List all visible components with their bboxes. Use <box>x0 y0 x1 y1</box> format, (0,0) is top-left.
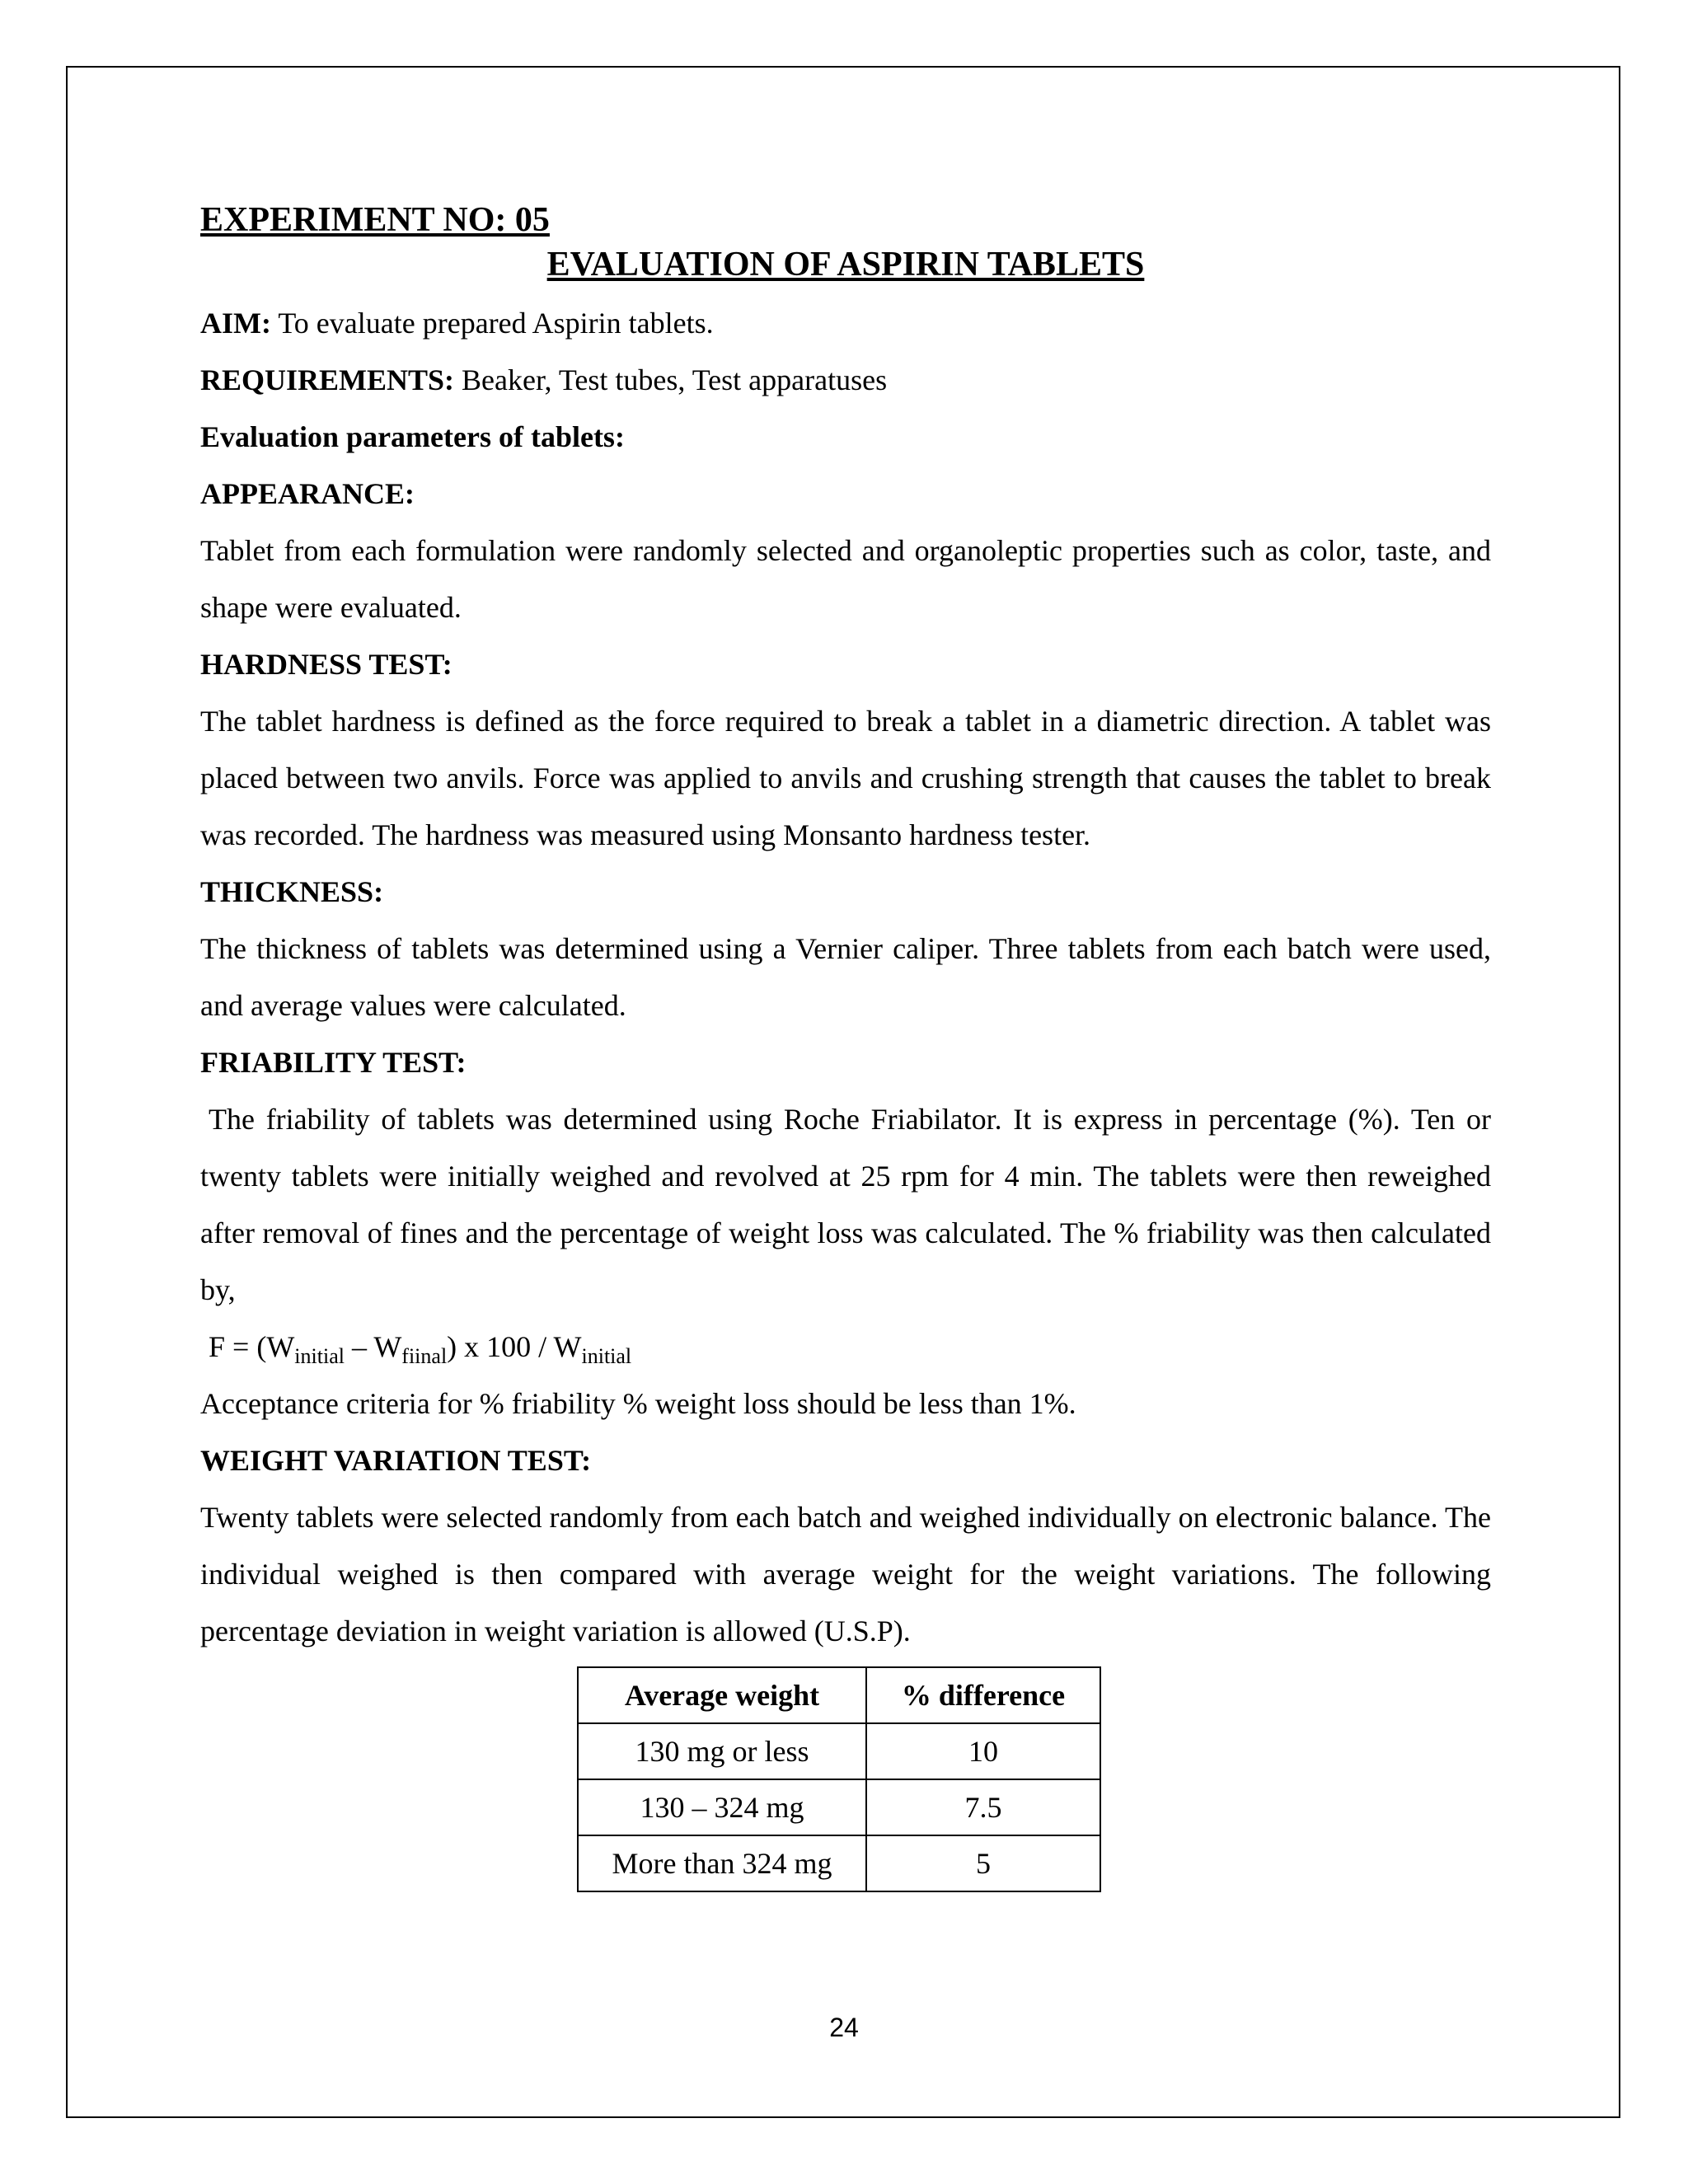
weight-variation-table <box>577 1666 1101 1892</box>
table-cell-average-weight: More than 324 mg <box>578 1835 866 1891</box>
formula-part-2: – W <box>344 1330 402 1363</box>
table-header-percent-difference: % difference <box>866 1667 1100 1723</box>
document-body <box>200 198 1491 1892</box>
table-row <box>578 1723 1100 1779</box>
weight-variation-table-wrapper <box>200 1666 1491 1892</box>
hardness-paragraph: The tablet hardness is defined as the force required to break a tablet in a diametric direction. A tablet was placed between two anvils. Force was applied to anvils and crushing strength that causes the tablet to break was recorded. The hardness was measured using Monsanto hardness tester. <box>200 705 1491 851</box>
table-header-average-weight: Average weight <box>578 1667 866 1723</box>
formula-subscript-initial-2: initial <box>581 1344 632 1368</box>
table-cell-percent-difference: 10 <box>866 1723 1100 1779</box>
formula-part-1: F = (W <box>209 1330 295 1363</box>
table-cell-average-weight: 130 mg or less <box>578 1723 866 1779</box>
aim-label: AIM: <box>200 307 271 340</box>
appearance-heading: APPEARANCE: <box>200 477 415 510</box>
requirements-line <box>200 352 1491 409</box>
hardness-heading: HARDNESS TEST: <box>200 648 452 681</box>
friability-heading: FRIABILITY TEST: <box>200 1046 467 1079</box>
formula-subscript-final: fiinal <box>401 1344 448 1368</box>
weight-variation-heading: WEIGHT VARIATION TEST: <box>200 1444 592 1477</box>
acceptance-criteria: Acceptance criteria for % friability % weight loss should be less than 1%. <box>200 1387 1076 1420</box>
requirements-label: REQUIREMENTS: <box>200 363 455 396</box>
thickness-paragraph: The thickness of tablets was determined using a Vernier caliper. Three tablets from each batch were used, and average values were calculated. <box>200 932 1491 1022</box>
formula-part-3: ) x 100 / W <box>447 1330 582 1363</box>
table-row <box>578 1779 1100 1835</box>
page-number: 24 <box>829 2013 859 2042</box>
table-row <box>578 1835 1100 1891</box>
thickness-heading: THICKNESS: <box>200 875 384 908</box>
formula-subscript-initial: initial <box>294 1344 345 1368</box>
aim-text: To evaluate prepared Aspirin tablets. <box>270 307 714 340</box>
friability-paragraph: The friability of tablets was determined using Roche Friabilator. It is express in percentage (%). Ten or twenty tablets were initially weighed and revolved at 25 rpm for 4 min. The tablets were then reweighed after removal of fines and the percentage of weight loss was calculated. The % friability was then calculated by, <box>200 1103 1491 1306</box>
appearance-paragraph: Tablet from each formulation were randomly selected and organoleptic properties such as color, taste, and shape were evaluated. <box>200 534 1491 624</box>
table-header-row <box>578 1667 1100 1723</box>
experiment-title: EVALUATION OF ASPIRIN TABLETS <box>546 246 1145 284</box>
requirements-text: Beaker, Test tubes, Test apparatuses <box>454 363 888 396</box>
table-cell-percent-difference: 5 <box>866 1835 1100 1891</box>
table-cell-percent-difference: 7.5 <box>866 1779 1100 1835</box>
friability-formula <box>200 1319 1491 1376</box>
weight-variation-paragraph: Twenty tablets were selected randomly from each batch and weighed individually on electronic balance. The individual weighed is then compared with average weight for the weight variations. The following percentage deviation in weight variation is allowed (U.S.P). <box>200 1501 1491 1647</box>
evaluation-parameters-heading: Evaluation parameters of tablets: <box>200 420 625 453</box>
aim-line <box>200 295 1491 352</box>
experiment-number: EXPERIMENT NO: 05 <box>200 201 550 239</box>
table-cell-average-weight: 130 – 324 mg <box>578 1779 866 1835</box>
